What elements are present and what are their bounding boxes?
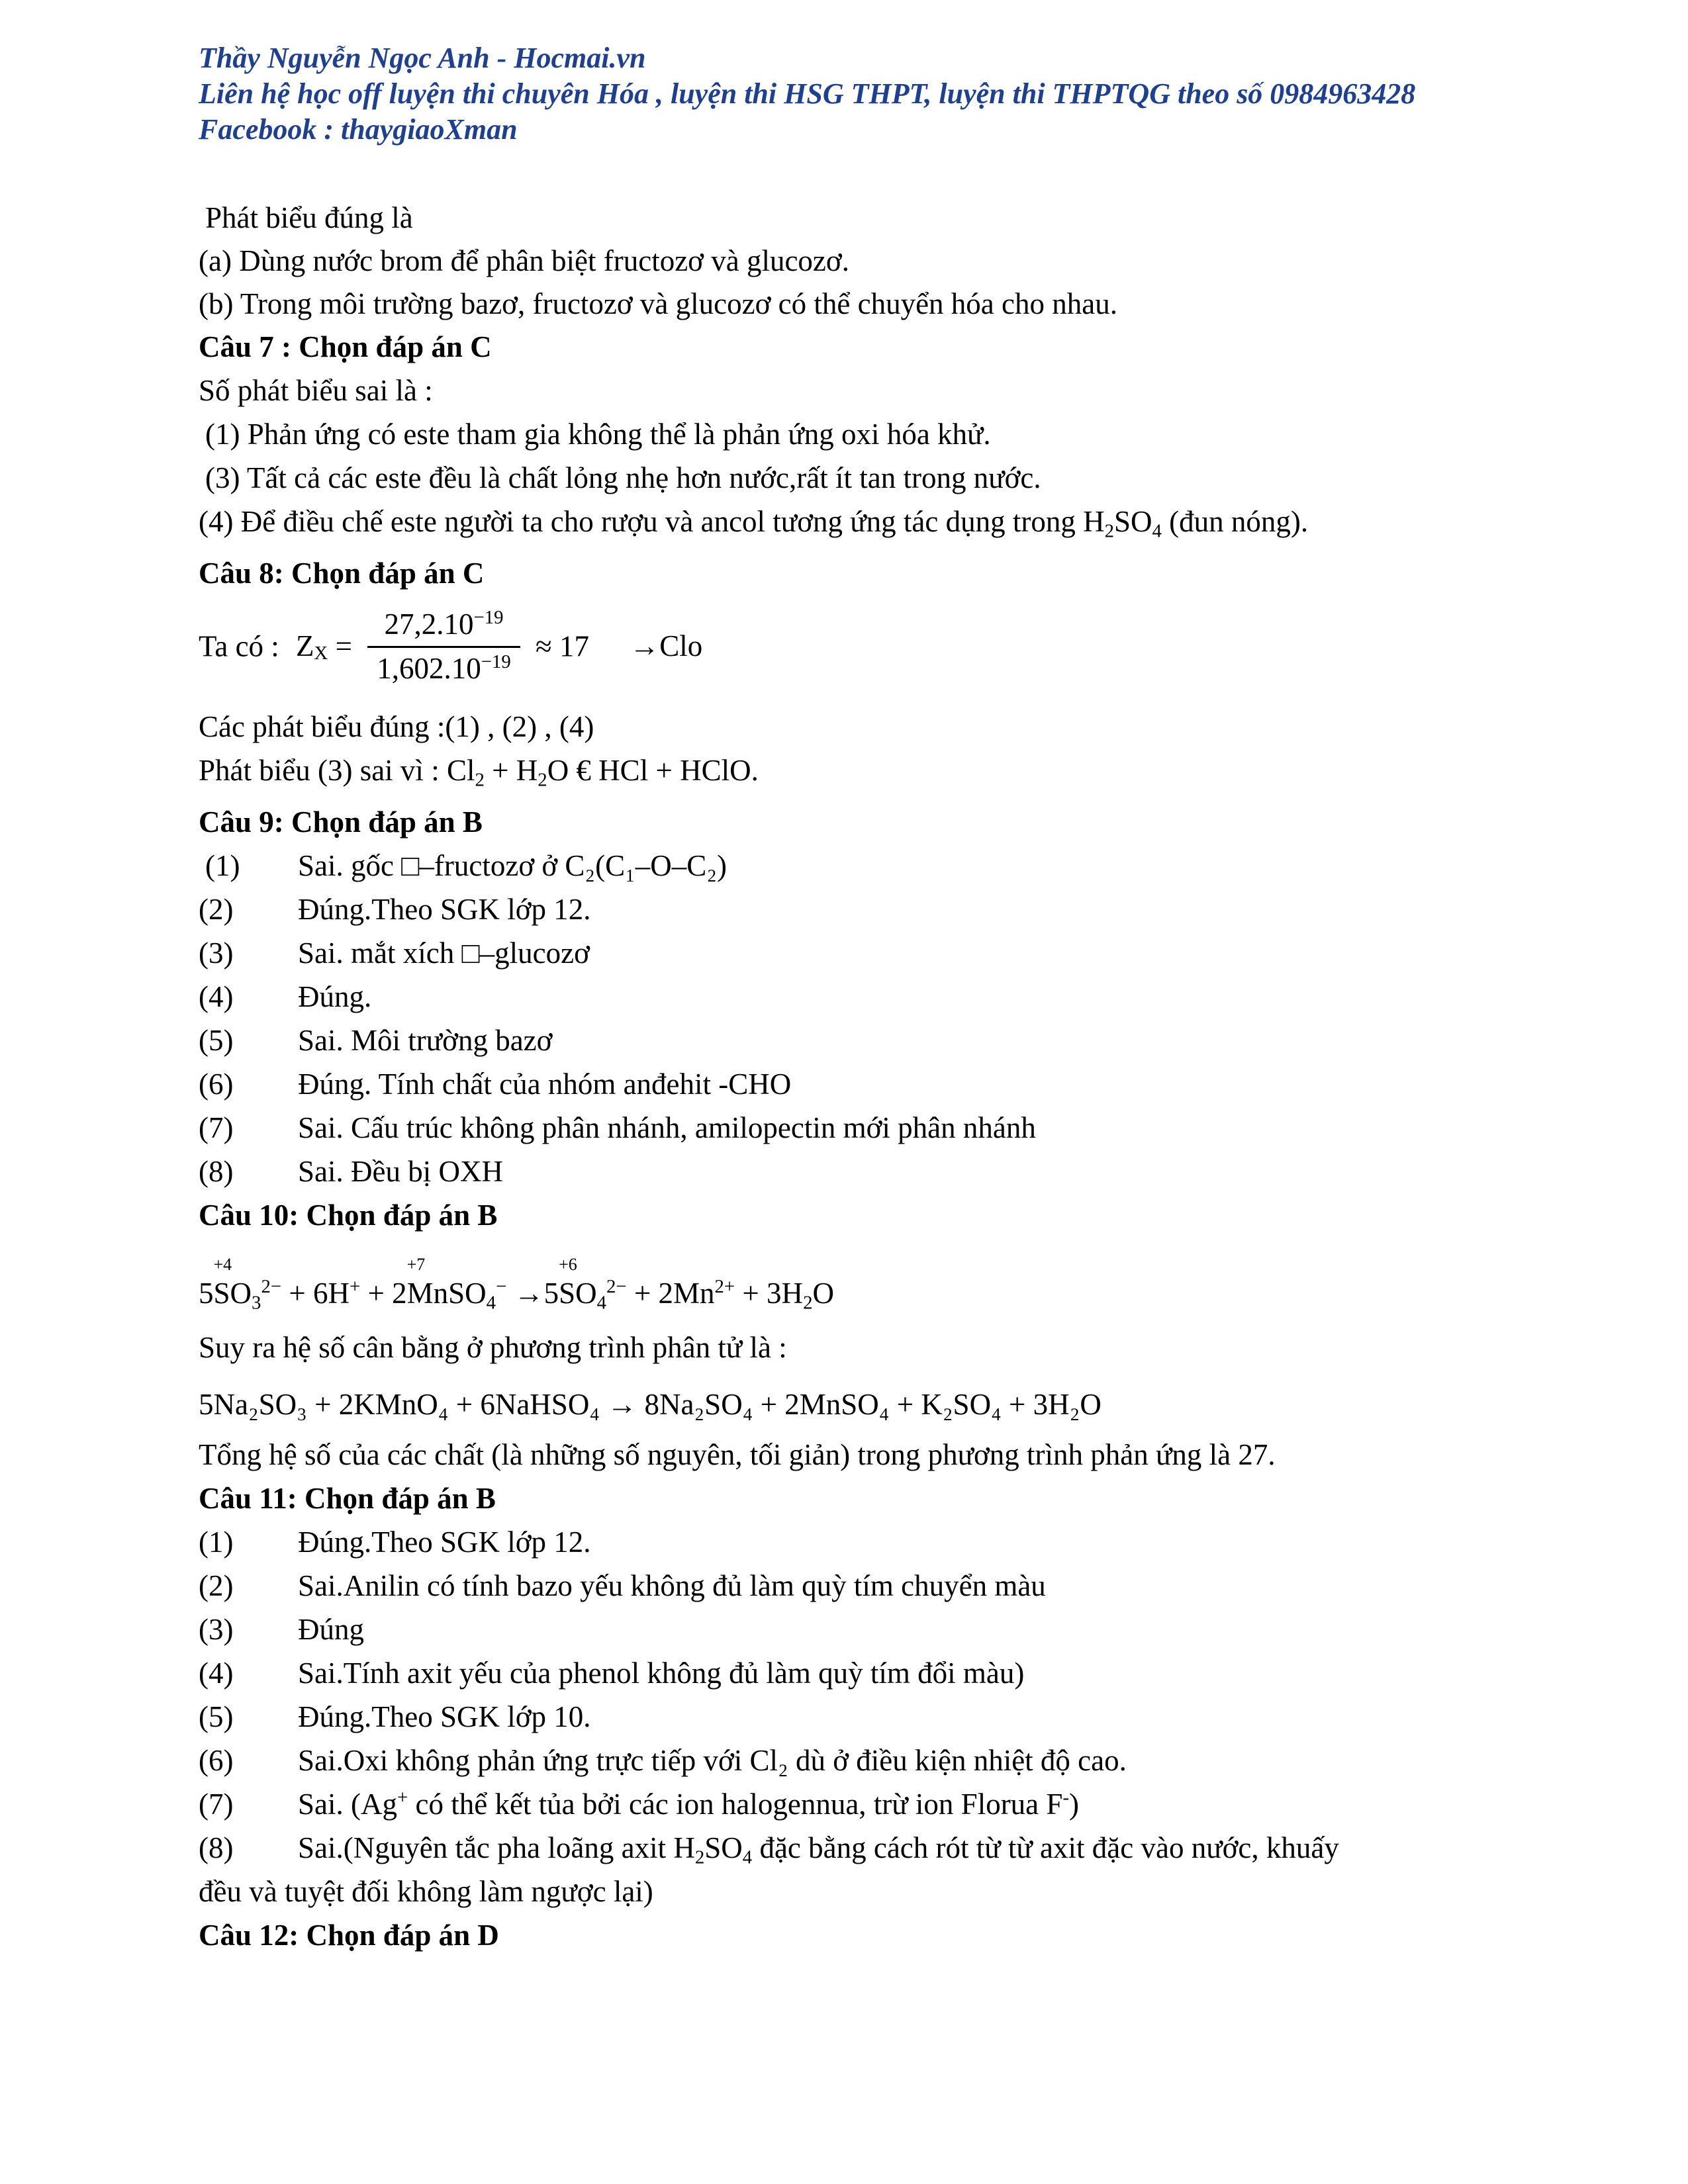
list-item: (8) Sai. Đều bị OXH (199, 1155, 503, 1188)
list-item: (2) Sai.Anilin có tính bazo yếu không đủ làm quỳ tím chuyển màu (199, 1569, 1046, 1602)
q7-line: (4) Để điều chế este người ta cho rượu và ancol tương ứng tác dụng trong $H_2SO_4$ (đun nóng). (199, 505, 1309, 542)
q8-fraction: $\frac{27,2.10^{-19}}{1,602.10^{-19}}$ (367, 608, 520, 686)
q8-line: Các phát biểu đúng :(1) , (2) , (4) (199, 710, 594, 743)
list-item: (7) Sai. (Ag+ có thể kết tủa bởi các ion halogennua, trừ ion Florua F-) (199, 1787, 1080, 1821)
q7-line: (1) Phản ứng có este tham gia không thể là phản ứng oxi hóa khử. (205, 418, 991, 451)
q8-line: Phát biểu (3) sai vì : $Cl_2 + H_2O$ € HCl + HClO. (199, 754, 759, 791)
list-item: (1) Sai. gốc □–fructozơ ở C₂(C₁–O–C₂) (205, 849, 727, 882)
question-7-title: Câu 7 : Chọn đáp án C (199, 330, 492, 363)
q10-line: Suy ra hệ số cân bằng ở phương trình phân tử là : (199, 1331, 787, 1364)
list-item: (4) Sai.Tính axit yếu của phenol không đủ làm quỳ tím đổi màu) (199, 1657, 1025, 1690)
question-11-title: Câu 11: Chọn đáp án B (199, 1482, 496, 1515)
header-contact: Liên hệ học off luyện thi chuyên Hóa , luyện thi HSG THPT, luyện thi THPTQG theo số 0984963428 (199, 77, 1416, 110)
header-author: Thầy Nguyễn Ngọc Anh - Hocmai.vn (199, 42, 646, 74)
list-item-continuation: đều và tuyệt đối không làm ngược lại) (199, 1875, 653, 1908)
question-8-title: Câu 8: Chọn đáp án C (199, 557, 485, 590)
list-item: (6) Sai.Oxi không phản ứng trực tiếp với Cl₂ dù ở điều kiện nhiệt độ cao. (199, 1744, 1127, 1777)
list-item: (3) Sai. mắt xích □–glucozơ (199, 936, 590, 970)
list-item: (7) Sai. Cấu trúc không phân nhánh, amilopectin mới phân nhánh (199, 1111, 1036, 1144)
question-12-title: Câu 12: Chọn đáp án D (199, 1919, 499, 1952)
list-item: (8) Sai.(Nguyên tắc pha loãng axit $H_2SO_4$ đặc bằng cách rót từ từ axit đặc vào nước, khuấy (199, 1831, 1339, 1868)
q7-line: (3) Tất cả các este đều là chất lỏng nhẹ hơn nước,rất ít tan trong nước. (205, 461, 1041, 494)
q10-ionic-equation: 5 +4 $SO_3^{2-} + 6H^+ + 2$ +7 MnSO$_4$− →5 +6 $SO_4^{2-} + 2Mn^{2+} + 3H_2O$ (199, 1255, 834, 1314)
q10-line: Tổng hệ số của các chất (là những số nguyên, tối giản) trong phương trình phản ứng là 27. (199, 1438, 1276, 1471)
question-9-title: Câu 9: Chọn đáp án B (199, 805, 483, 839)
intro-line: (a) Dùng nước brom để phân biệt fructozơ và glucozơ. (199, 244, 849, 277)
question-10-title: Câu 10: Chọn đáp án B (199, 1199, 498, 1232)
intro-line: (b) Trong môi trường bazơ, fructozơ và glucozơ có thể chuyển hóa cho nhau. (199, 287, 1117, 320)
intro-line: Phát biểu đúng là (205, 201, 413, 234)
list-item: (3) Đúng (199, 1613, 364, 1646)
q8-formula: Ta có : $Z_X$ = $\frac{27,2.10^{-19}}{1,602.10^{-19}}$ ≈ 17 →Clo (199, 607, 703, 685)
list-item: (5) Đúng.Theo SGK lớp 10. (199, 1700, 591, 1733)
header-facebook: Facebook : thaygiaoXman (199, 113, 518, 146)
list-item: (5) Sai. Môi trường bazơ (199, 1024, 553, 1057)
q10-molecular-equation: 5Na₂SO₃ + 2KMnO₄ + 6NaHSO₄ → 8Na₂SO₄ + 2MnSO₄ + K₂SO₄ + 3H₂O (199, 1388, 1102, 1421)
list-item: (2) Đúng.Theo SGK lớp 12. (199, 893, 591, 926)
q7-line: Số phát biểu sai là : (199, 374, 433, 407)
list-item: (1) Đúng.Theo SGK lớp 12. (199, 1525, 591, 1559)
list-item: (4) Đúng. (199, 980, 372, 1013)
list-item: (6) Đúng. Tính chất của nhóm anđehit -CHO (199, 1068, 792, 1101)
